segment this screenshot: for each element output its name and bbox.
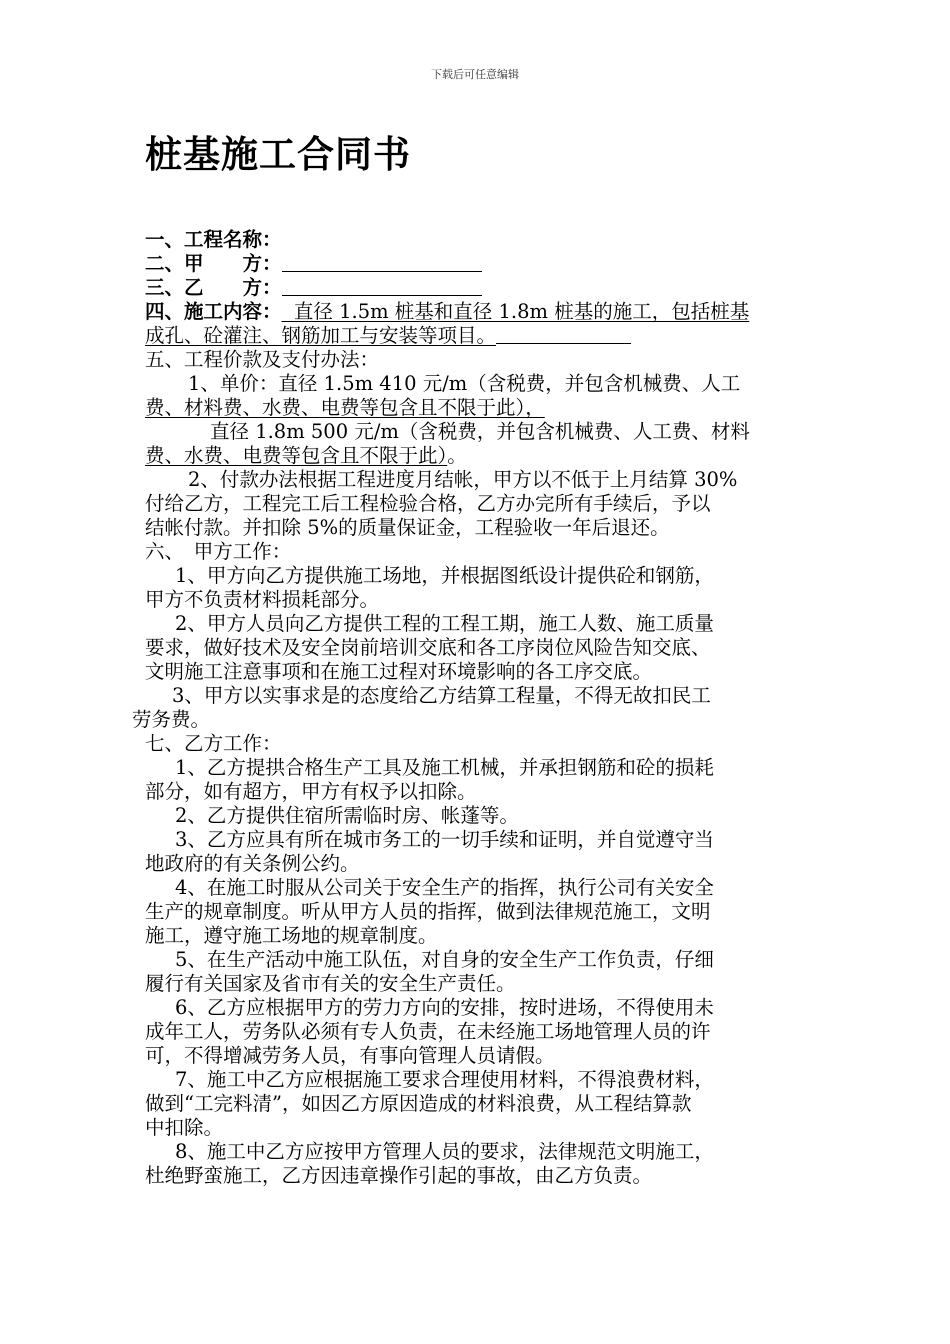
section-party-b-duties: 七、乙方工作： xyxy=(145,732,282,755)
price-line: 1、单价：直径 1.5m 410 元/m（含税费，并包含机械费、人工 xyxy=(188,372,741,395)
duty-line: 3、甲方以实事求是的态度给乙方结算工程量，不得无故扣民工 xyxy=(172,684,711,707)
section-scope-cont xyxy=(145,324,631,348)
section-project-name: 一、工程名称： xyxy=(145,228,282,251)
payment-line: 付给乙方，工程完工后工程检验合格，乙方办完所有手续后，予以 xyxy=(145,492,711,515)
duty-line: 5、在生产活动中施工队伍，对自身的安全生产工作负责，仔细 xyxy=(175,948,714,971)
duty-line: 施工，遵守施工场地的规章制度。 xyxy=(145,924,438,947)
duty-line: 可，不得增减劳务人员，有事向管理人员请假。 xyxy=(145,1044,555,1067)
duty-line: 2、乙方提供住宿所需临时房、帐蓬等。 xyxy=(175,804,519,827)
payment-line: 2、付款办法根据工程进度月结帐，甲方以不低于上月结算 30% xyxy=(188,468,738,491)
duty-line: 3、乙方应具有所在城市务工的一切手续和证明，并自觉遵守当 xyxy=(175,828,714,851)
duty-line: 要求，做好技术及安全岗前培训交底和各工序岗位风险告知交底、 xyxy=(145,636,711,659)
duty-line: 劳务费。 xyxy=(132,708,211,731)
section-scope xyxy=(145,300,749,324)
duty-line: 文明施工注意事项和在施工过程对环境影响的各工序交底。 xyxy=(145,660,653,683)
party-b-blank xyxy=(282,277,482,296)
duty-line: 1、甲方向乙方提供施工场地，并根据图纸设计提供砼和钢筋， xyxy=(175,564,714,587)
duty-line: 6、乙方应根据甲方的劳力方向的安排，按时进场，不得使用未 xyxy=(175,996,714,1019)
duty-line: 部分，如有超方，甲方有权予以扣除。 xyxy=(145,780,477,803)
party-a-blank xyxy=(282,253,482,272)
duty-line: 1、乙方提拱合格生产工具及施工机械，并承担钢筋和砼的损耗 xyxy=(175,756,714,779)
price-line xyxy=(145,444,467,468)
duty-line: 杜绝野蛮施工，乙方因违章操作引起的事故，由乙方负责。 xyxy=(145,1164,653,1187)
section-party-a xyxy=(145,252,482,276)
duty-line: 做到“工完料清”，如因乙方原因造成的材料浪费，从工程结算款 xyxy=(145,1092,692,1115)
page-header-note: 下载后可任意编辑 xyxy=(431,68,519,81)
scope-label: 四、施工内容： xyxy=(145,300,282,323)
section-party-a-duties: 六、 甲方工作： xyxy=(145,540,292,563)
payment-line: 结帐付款。并扣除 5%的质量保证金，工程验收一年后退还。 xyxy=(145,516,670,539)
scope-text-line2: 成孔、砼灌注、钢筋加工与安装等项目。 xyxy=(145,324,497,347)
section-price-heading: 五、工程价款及支付办法： xyxy=(145,348,380,371)
duty-line: 履行有关国家及省市有关的安全生产责任。 xyxy=(145,972,516,995)
price-line-underlined: 费、水费、电费等包含且不限于此） xyxy=(145,444,448,467)
price-line: 费、材料费、水费、电费等包含且不限于此）， xyxy=(145,396,545,419)
document-title: 桩基施工合同书 xyxy=(145,133,411,176)
section-party-b xyxy=(145,276,482,300)
duty-line: 8、施工中乙方应按甲方管理人员的要求，法律规范文明施工， xyxy=(175,1140,714,1163)
scope-text-line1: 直径 1.5m 桩基和直径 1.8m 桩基的施工，包括桩基 xyxy=(281,300,750,323)
duty-line: 4、在施工时服从公司关于安全生产的指挥，执行公司有关安全 xyxy=(175,876,714,899)
price-line: 直径 1.8m 500 元/m（含税费，并包含机械费、人工费、材料 xyxy=(210,420,750,443)
party-b-label: 三、乙 方： xyxy=(145,276,282,299)
scope-blank xyxy=(496,329,631,344)
duty-line: 2、甲方人员向乙方提供工程的工程工期，施工人数、施工质量 xyxy=(175,612,714,635)
price-line-period: 。 xyxy=(447,444,467,467)
duty-line: 地政府的有关条例公约。 xyxy=(145,852,360,875)
duty-line: 成年工人，劳务队必须有专人负责，在未经施工场地管理人员的许 xyxy=(145,1020,711,1043)
duty-line: 生产的规章制度。听从甲方人员的指挥，做到法律规范施工，文明 xyxy=(145,900,711,923)
duty-line: 中扣除。 xyxy=(145,1116,224,1139)
duty-line: 7、施工中乙方应根据施工要求合理使用材料，不得浪费材料， xyxy=(175,1068,714,1091)
duty-line: 甲方不负责材料损耗部分。 xyxy=(145,588,380,611)
party-a-label: 二、甲 方： xyxy=(145,252,282,275)
